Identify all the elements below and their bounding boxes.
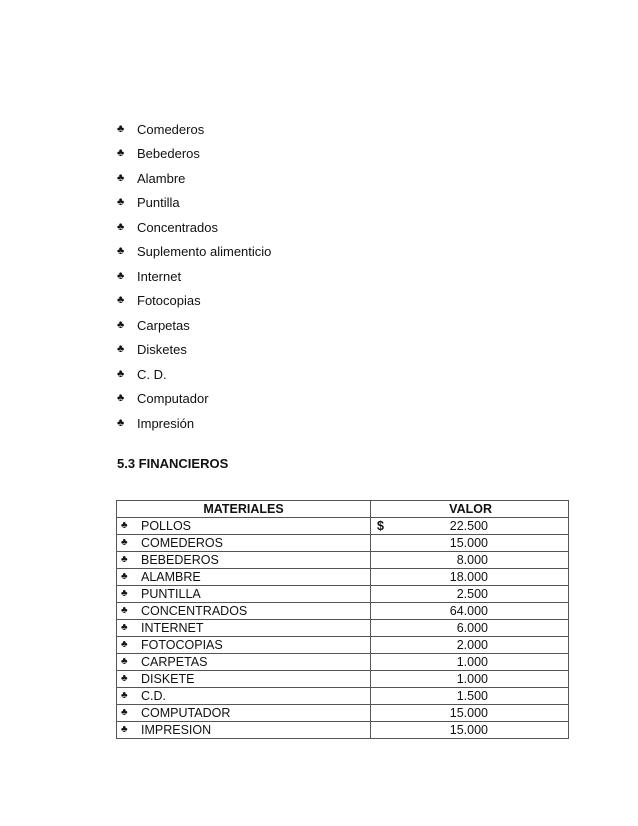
table-row	[117, 569, 569, 586]
club-bullet-icon: ♣	[117, 122, 125, 135]
value-cell	[371, 654, 569, 671]
club-bullet-icon: ♣	[121, 690, 128, 701]
list-item-label: C. D.	[137, 366, 167, 382]
list-item-label: Comederos	[137, 121, 205, 137]
club-bullet-icon: ♣	[121, 588, 128, 599]
value-amount: 2.500	[456, 587, 488, 601]
financial-table	[116, 500, 569, 739]
table-row	[117, 654, 569, 671]
list-item-label: Fotocopias	[137, 293, 201, 309]
club-bullet-icon: ♣	[117, 318, 125, 331]
material-cell	[117, 705, 371, 722]
club-bullet-icon: ♣	[117, 269, 125, 282]
table-row	[117, 705, 569, 722]
list-item	[117, 117, 271, 142]
club-bullet-icon: ♣	[121, 605, 128, 616]
table-row	[117, 688, 569, 705]
list-item	[117, 313, 271, 338]
material-cell	[117, 518, 371, 535]
bullet-list	[117, 117, 271, 436]
material-label: INTERNET	[141, 621, 204, 635]
material-cell	[117, 535, 371, 552]
value-cell	[371, 705, 569, 722]
value-amount: 6.000	[456, 621, 488, 635]
value-amount: 22.500	[449, 519, 488, 533]
club-bullet-icon: ♣	[117, 245, 125, 258]
value-amount: 8.000	[456, 553, 488, 567]
value-cell	[371, 688, 569, 705]
material-label: C.D.	[141, 689, 166, 703]
club-bullet-icon: ♣	[117, 171, 125, 184]
value-cell	[371, 518, 569, 535]
material-label: IMPRESION	[141, 723, 212, 737]
list-item-label: Impresión	[137, 415, 195, 431]
value-cell	[371, 671, 569, 688]
material-cell	[117, 620, 371, 637]
club-bullet-icon: ♣	[117, 147, 125, 160]
club-bullet-icon: ♣	[117, 416, 125, 429]
value-amount: 1.000	[456, 655, 488, 669]
club-bullet-icon: ♣	[121, 639, 128, 650]
header-materiales: MATERIALES	[117, 501, 371, 518]
value-cell	[371, 552, 569, 569]
list-item-label: Bebederos	[137, 146, 200, 162]
table-header-row	[117, 501, 569, 518]
material-label: COMPUTADOR	[141, 706, 231, 720]
material-label: CONCENTRADOS	[141, 604, 248, 618]
currency-symbol: $	[377, 519, 384, 533]
value-amount: 18.000	[449, 570, 488, 584]
club-bullet-icon: ♣	[121, 537, 128, 548]
club-bullet-icon: ♣	[117, 367, 125, 380]
list-item	[117, 387, 271, 412]
material-cell	[117, 603, 371, 620]
list-item	[117, 240, 271, 265]
list-item	[117, 215, 271, 240]
value-amount: 1.500	[456, 689, 488, 703]
table-row	[117, 603, 569, 620]
table-row	[117, 620, 569, 637]
value-cell	[371, 586, 569, 603]
value-amount: 15.000	[449, 723, 488, 737]
table-row	[117, 722, 569, 739]
material-label: FOTOCOPIAS	[141, 638, 223, 652]
value-cell	[371, 603, 569, 620]
table-row	[117, 518, 569, 535]
club-bullet-icon: ♣	[121, 622, 128, 633]
club-bullet-icon: ♣	[121, 571, 128, 582]
club-bullet-icon: ♣	[121, 707, 128, 718]
club-bullet-icon: ♣	[117, 294, 125, 307]
material-cell	[117, 722, 371, 739]
list-item-label: Carpetas	[137, 317, 190, 333]
list-item	[117, 289, 271, 314]
material-cell	[117, 569, 371, 586]
club-bullet-icon: ♣	[117, 220, 125, 233]
table-row	[117, 637, 569, 654]
list-item-label: Alambre	[137, 170, 186, 186]
club-bullet-icon: ♣	[121, 520, 128, 531]
list-item	[117, 191, 271, 216]
header-valor: VALOR	[371, 501, 569, 518]
material-label: POLLOS	[141, 519, 192, 533]
section-title: 5.3 FINANCIEROS	[117, 456, 229, 471]
value-amount: 2.000	[456, 638, 488, 652]
value-cell	[371, 722, 569, 739]
list-item-label: Computador	[137, 391, 209, 407]
value-cell	[371, 535, 569, 552]
value-amount: 15.000	[449, 536, 488, 550]
list-item	[117, 142, 271, 167]
material-cell	[117, 654, 371, 671]
list-item-label: Puntilla	[137, 195, 180, 211]
table-row	[117, 535, 569, 552]
value-cell	[371, 569, 569, 586]
list-item	[117, 264, 271, 289]
list-item	[117, 362, 271, 387]
material-label: DISKETE	[141, 672, 195, 686]
value-amount: 64.000	[449, 604, 488, 618]
club-bullet-icon: ♣	[121, 656, 128, 667]
club-bullet-icon: ♣	[117, 392, 125, 405]
list-item	[117, 166, 271, 191]
list-item-label: Concentrados	[137, 219, 218, 235]
material-cell	[117, 688, 371, 705]
club-bullet-icon: ♣	[121, 554, 128, 565]
list-item-label: Internet	[137, 268, 182, 284]
club-bullet-icon: ♣	[121, 673, 128, 684]
list-item-label: Suplemento alimenticio	[137, 244, 272, 260]
list-item-label: Disketes	[137, 342, 187, 358]
club-bullet-icon: ♣	[117, 196, 125, 209]
material-label: COMEDEROS	[141, 536, 223, 550]
material-cell	[117, 637, 371, 654]
club-bullet-icon: ♣	[121, 724, 128, 735]
table-row	[117, 586, 569, 603]
list-item	[117, 338, 271, 363]
material-cell	[117, 671, 371, 688]
table-row	[117, 671, 569, 688]
material-cell	[117, 552, 371, 569]
material-label: BEBEDEROS	[141, 553, 219, 567]
material-cell	[117, 586, 371, 603]
value-cell	[371, 637, 569, 654]
table-row	[117, 552, 569, 569]
club-bullet-icon: ♣	[117, 343, 125, 356]
value-cell	[371, 620, 569, 637]
material-label: CARPETAS	[141, 655, 208, 669]
value-amount: 1.000	[456, 672, 488, 686]
material-label: PUNTILLA	[141, 587, 201, 601]
list-item	[117, 411, 271, 436]
material-label: ALAMBRE	[141, 570, 201, 584]
value-amount: 15.000	[449, 706, 488, 720]
